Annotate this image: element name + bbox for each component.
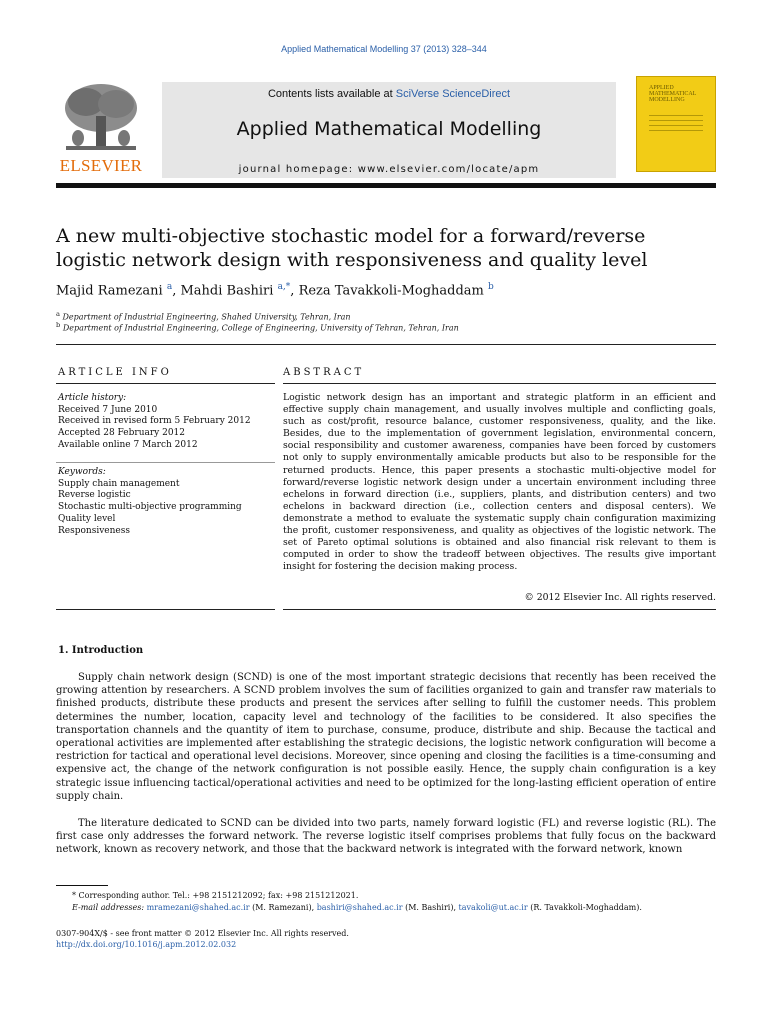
footnote-rule (56, 885, 108, 886)
history-label: Article history: (58, 393, 127, 403)
email-owner: (R. Tavakkoli-Moghaddam). (530, 903, 642, 912)
masthead-rule (56, 183, 716, 188)
sciencedirect-link[interactable]: SciVerse ScienceDirect (395, 88, 511, 100)
affiliation-text: Department of Industrial Engineering, Shahed University, Tehran, Iran (62, 312, 351, 322)
keywords-label: Keywords: (58, 467, 106, 477)
email-link[interactable]: mramezani@shahed.ac.ir (146, 903, 250, 912)
body-paragraph: The literature dedicated to SCND can be divided into two parts, namely forward logistic (FL) and reverse logistic (RL). The first case only addresses the forward network. The reverse logistic itself comprises problems that fully focus on the backward network, known as recovery network, and those that the backward network is integrated with the forward network, known (56, 818, 716, 856)
divider (56, 609, 275, 610)
divider (283, 609, 716, 610)
email-addresses (56, 903, 716, 912)
keyword: Reverse logistic (58, 490, 131, 501)
section-heading: 1. Introduction (58, 645, 144, 656)
paper-title: A new multi-objective stochastic model for a forward/reverse logistic network design with responsiveness and quality level (56, 225, 648, 271)
cover-text-lines (649, 115, 703, 135)
elsevier-tree-logo (56, 80, 146, 156)
email-link[interactable]: bashiri@shahed.ac.ir (316, 903, 403, 912)
journal-title: Applied Mathematical Modelling (236, 118, 542, 140)
email-owner: (M. Ramezani), (252, 903, 315, 912)
author-list: Majid Ramezani $^a$, Mahdi Bashiri $^{a,*}$, Reza Tavakkoli-Moghaddam $^b$ (56, 282, 494, 299)
email-owner: (M. Bashiri), (405, 903, 456, 912)
keyword: Responsiveness (58, 525, 130, 536)
elsevier-wordmark: ELSEVIER (59, 156, 143, 175)
author-affiliation-link[interactable]: a,* (277, 282, 291, 292)
front-matter-note: 0307-904X/$ - see front matter © 2012 Elsevier Inc. All rights reserved. (56, 929, 349, 938)
contents-line (162, 88, 616, 100)
affiliation (56, 310, 716, 322)
abstract-heading: ABSTRACT (283, 367, 365, 378)
divider (56, 462, 275, 463)
author-name: Majid Ramezani (56, 283, 163, 299)
affiliation-text: Department of Industrial Engineering, College of Engineering, University of Tehran, Tehran, Iran (62, 323, 459, 333)
keyword: Supply chain management (58, 478, 180, 489)
divider (283, 383, 716, 384)
journal-masthead (56, 76, 716, 182)
keyword: Stochastic multi-objective programming (58, 502, 242, 513)
body-paragraph: Supply chain network design (SCND) is one of the most important strategic decisions that recently has been received the growing attention by researchers. A SCND problem involves the sum of facilities organized to gain and transfer raw materials to finished products, distribute these products and present the services after selling to fulfill the customer needs. This problem determines the number, location, capacity level and technology of the facilities to be considered. It also specifies the transportation channels and the quantity of item to purchase, consume, produce, distribute and ship. Because the tactical and operational activities are implemented after establishing the strategic decisions, the logistic network configuration will become a restriction for tactical and operational level decisions. Moreover, since opening and closing the facilities is a time-consuming and expensive act, the change of the network configuration is not possible easily. Hence, the supply chain configuration is a key strategic issue influencing tactical/operational activities and need to be optimized for the long-lasting efficient operation of entire supply chain. (56, 672, 716, 802)
keyword: Quality level (58, 513, 116, 524)
article-info-heading: ARTICLE INFO (58, 367, 172, 378)
corresponding-author-note (56, 891, 716, 900)
journal-homepage[interactable]: journal homepage: www.elsevier.com/locate/apm (238, 164, 540, 175)
email-label: E-mail addresses: (72, 903, 145, 912)
author-affiliation-link[interactable]: b (488, 282, 494, 292)
history-item: Accepted 28 February 2012 (58, 428, 186, 439)
copyright-notice: © 2012 Elsevier Inc. All rights reserved. (524, 592, 716, 603)
contents-prefix: Contents lists available at (267, 88, 396, 100)
corresponding-text: * Corresponding author. Tel.: +98 2151212092; fax: +98 2151212021. (72, 891, 359, 900)
divider (56, 383, 275, 384)
author-name: Reza Tavakkoli-Moghaddam (298, 283, 484, 299)
author-name: Mahdi Bashiri (180, 283, 274, 299)
journal-cover-image[interactable] (636, 76, 716, 172)
cover-title: APPLIED MATHEMATICAL MODELLING (649, 85, 697, 103)
history-item: Received in revised form 5 February 2012 (58, 416, 251, 427)
history-item: Received 7 June 2010 (58, 404, 158, 415)
affiliation (56, 321, 716, 333)
divider (56, 344, 716, 345)
doi-link[interactable]: http://dx.doi.org/10.1016/j.apm.2012.02.032 (56, 940, 237, 949)
keyword-list (58, 467, 273, 537)
history-item: Available online 7 March 2012 (58, 439, 198, 450)
article-history (58, 393, 273, 452)
affiliation-marker: b (56, 321, 61, 329)
author-affiliation-link[interactable]: a (166, 282, 173, 292)
abstract-text: Logistic network design has an important and strategic platform in an efficient and effective supply chain management, and usually involves multiple and conflicting goals, such as cost/profit, resource balance, customer responsiveness, quality, and the like. Besides, due to the implementation of government legislation, environmental concern, social responsibility and customer awareness, companies have been forced by customers not only to supply environmentally amicable products but also to be responsible for the returned products. Hence, this paper presents a stochastic multi-objective model for forward/reverse logistic network design under a uncertain environment including three echelons in forward direction (i.e., suppliers, plants, and distribution centers) and two echelons in backward direction (i.e., collection centers and disposal centers). We demonstrate a method to evaluate the systematic supply chain configuration maximizing the profit, customer responsiveness, and quality as objectives of the logistic network. The set of Pareto optimal solutions is obtained and also financial risk relevant to them is computed in order to show the tradeoff between objectives. The results give important insight for fostering the decision making process. (283, 392, 716, 573)
email-link[interactable]: tavakoli@ut.ac.ir (458, 903, 528, 912)
journal-citation[interactable]: Applied Mathematical Modelling 37 (2013) 328–344 (281, 44, 487, 54)
journal-banner (162, 82, 616, 178)
affiliation-marker: a (56, 310, 60, 318)
